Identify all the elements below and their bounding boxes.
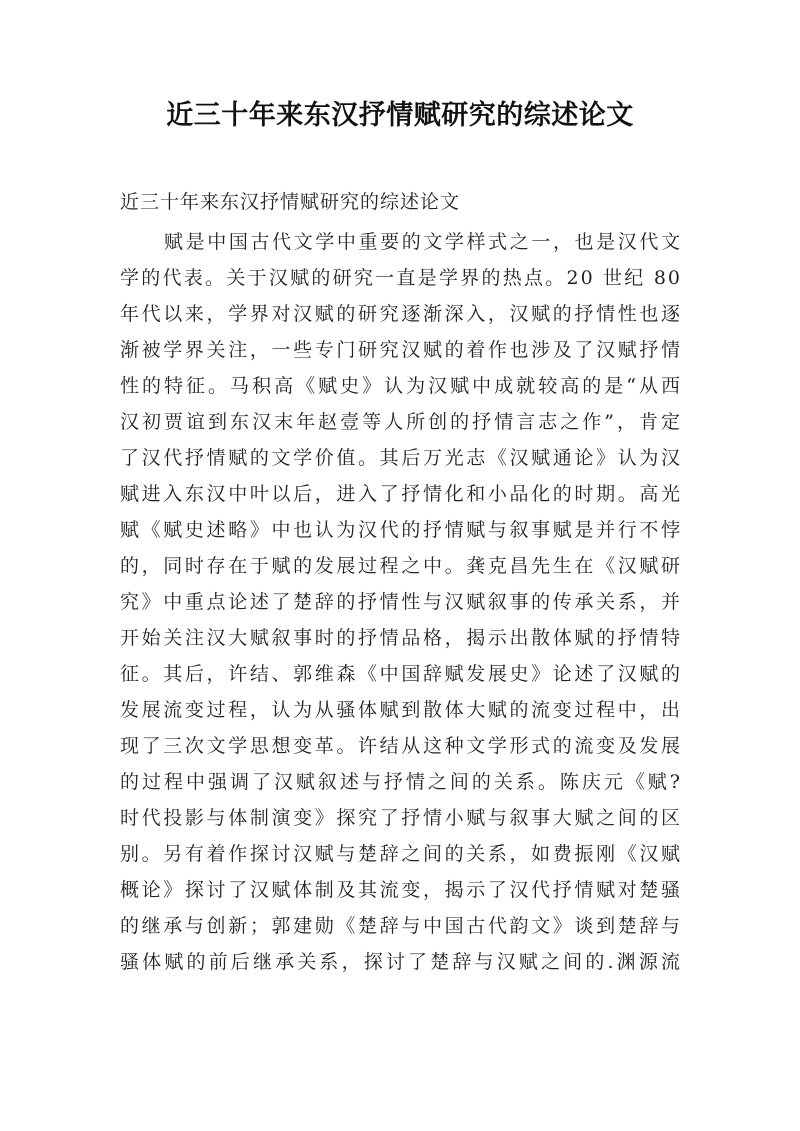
body-line: 别。另有着作探讨汉赋与楚辞之间的关系，如费振刚《汉赋 (120, 843, 682, 865)
body-line: 发展流变过程，认为从骚体赋到散体大赋的流变过程中，出 (120, 699, 682, 721)
body-line: 了汉代抒情赋的文学价值。其后万光志《汉赋通论》认为汉 (120, 447, 682, 469)
body-line: 赋进入东汉中叶以后，进入了抒情化和小品化的时期。高光 (120, 483, 682, 505)
body-line: 的过程中强调了汉赋叙述与抒情之间的关系。陈庆元《赋? (120, 771, 682, 793)
body-line: 的继承与创新；郭建勋《楚辞与中国古代韵文》谈到楚辞与 (120, 915, 682, 937)
body-line: 时代投影与体制演变》探究了抒情小赋与叙事大赋之间的区 (120, 807, 682, 829)
body-line: 性的特征。马积高《赋史》认为汉赋中成就较高的是“从西 (120, 375, 682, 397)
body-line: 开始关注汉大赋叙事时的抒情品格，揭示出散体赋的抒情特 (120, 627, 682, 649)
body-line: 的，同时存在于赋的发展过程之中。龚克昌先生在《汉赋研 (120, 555, 682, 577)
body-line: 赋是中国古代文学中重要的文学样式之一，也是汉代文 (164, 231, 682, 253)
body-line: 年代以来，学界对汉赋的研究逐渐深入，汉赋的抒情性也逐 (120, 303, 682, 325)
body-line: 渐被学界关注，一些专门研究汉赋的着作也涉及了汉赋抒情 (120, 339, 682, 361)
body-line: 骚体赋的前后继承关系，探讨了楚辞与汉赋之间的.渊源流 (120, 951, 682, 973)
body-line: 概论》探讨了汉赋体制及其流变，揭示了汉代抒情赋对楚骚 (120, 879, 682, 901)
body-line: 征。其后，许结、郭维森《中国辞赋发展史》论述了汉赋的 (120, 663, 682, 685)
document-subtitle: 近三十年来东汉抒情赋研究的综述论文 (120, 191, 461, 213)
body-line: 汉初贾谊到东汉末年赵壹等人所创的抒情言志之作”，肯定 (120, 411, 682, 433)
document-title: 近三十年来东汉抒情赋研究的综述论文 (166, 100, 634, 131)
body-line: 赋《赋史述略》中也认为汉代的抒情赋与叙事赋是并行不悖 (120, 519, 682, 541)
body-line: 学的代表。关于汉赋的研究一直是学界的热点。20 世纪 80 (120, 267, 682, 289)
body-line: 究》中重点论述了楚辞的抒情性与汉赋叙事的传承关系，并 (120, 591, 682, 613)
body-line: 现了三次文学思想变革。许结从这种文学形式的流变及发展 (120, 735, 682, 757)
